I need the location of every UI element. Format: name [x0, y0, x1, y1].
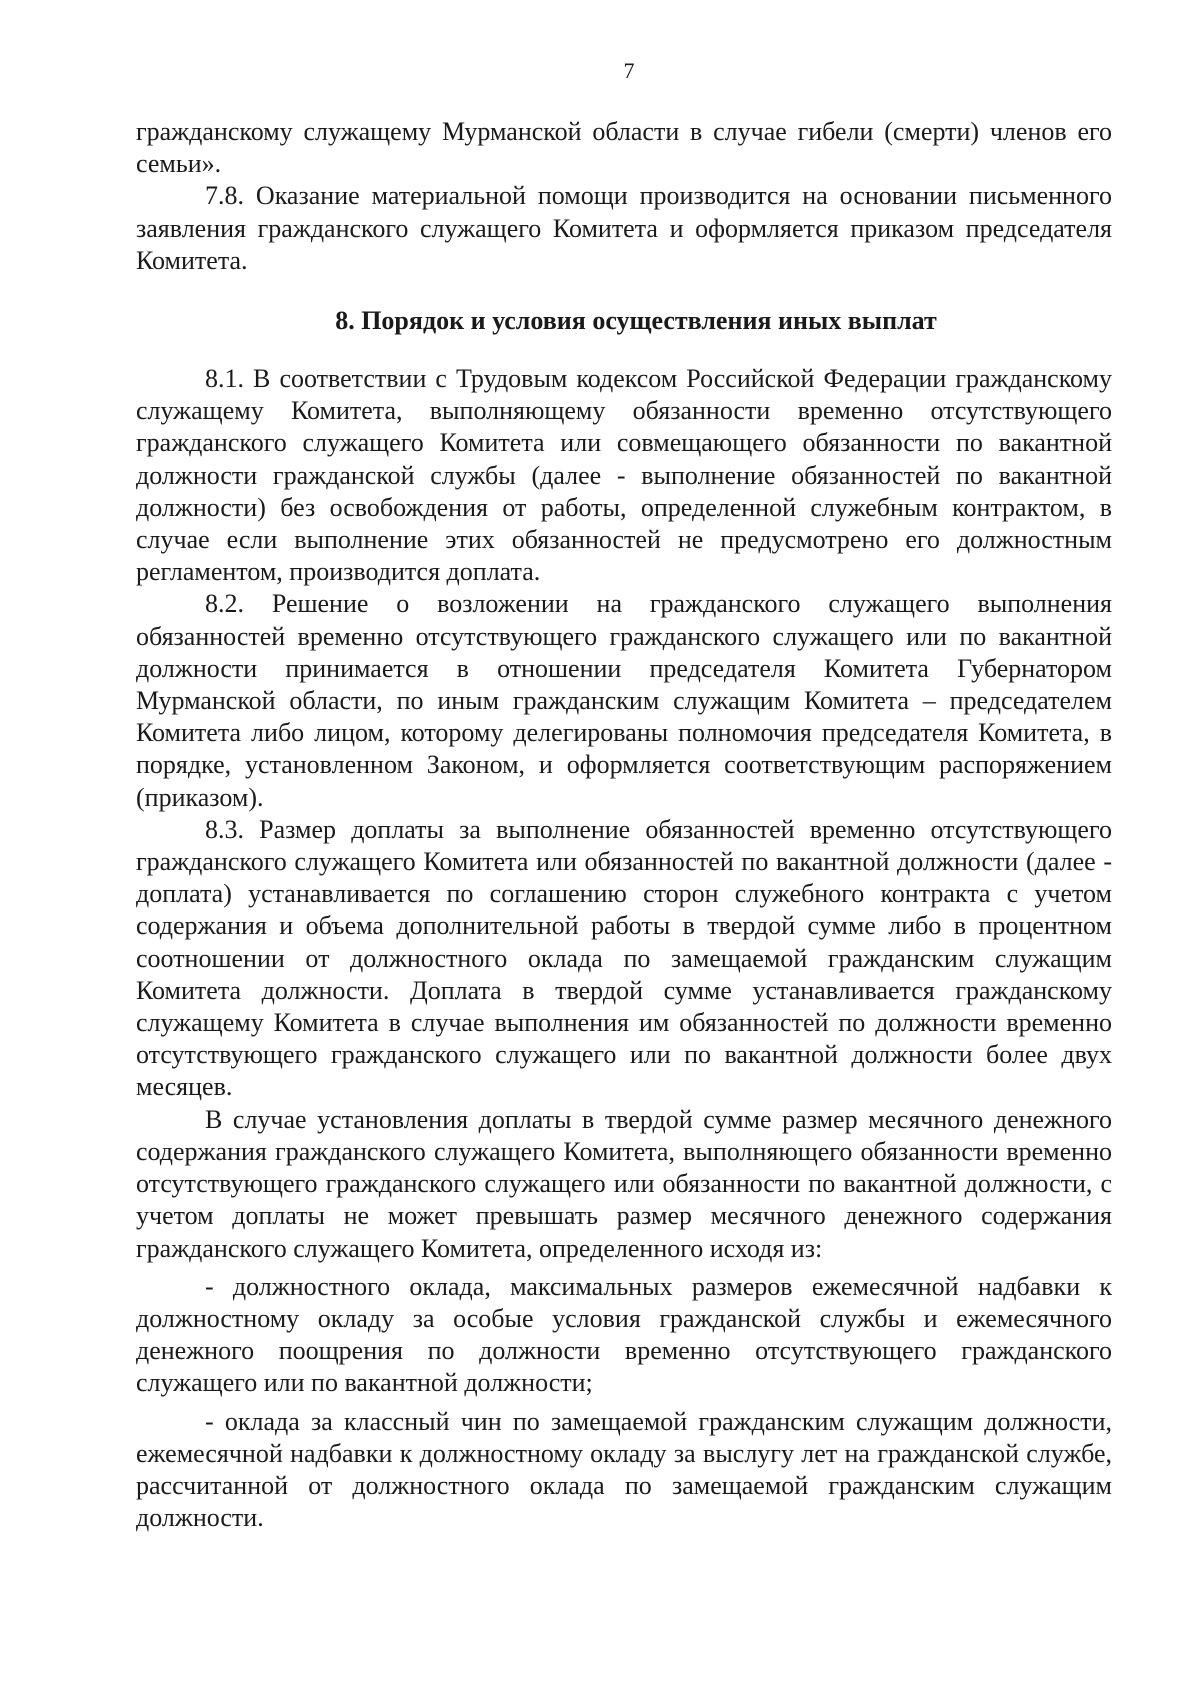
list-item-class-rank: - оклада за классный чин по замещаемой гражданским служащим должности, ежемесячной надбавки к должностному окладу за выслугу лет на гражданской службе, рассчитанной от должностного оклада по замещаемой гражданским служащим должности. [136, 1406, 1112, 1533]
paragraph-8-3: 8.3. Размер доплаты за выполнение обязанностей временно отсутствующего гражданского служащего Комитета или обязанностей по вакантной должности (далее - доплата) устанавливается по соглашению сторон служебного контракта с учетом содержания и объема дополнительной работы в твердой сумме либо в процентном соотношении от должностного оклада по замещаемой гражданским служащим Комитета должности. Доплата в твердой сумме устанавливается гражданскому служащему Комитета в случае выполнения им обязанностей по должности временно отсутствующего гражданского служащего или по вакантной должности более двух месяцев. [136, 814, 1112, 1102]
paragraph-fixed-sum: В случае установления доплаты в твердой сумме размер месячного денежного содержания гражданского служащего Комитета, выполняющего обязанности временно отсутствующего гражданского служащего или обязанности по вакантной должности, с учетом доплаты не может превышать размер месячного денежного содержания гражданского служащего Комитета, определенного исходя из: [136, 1104, 1112, 1263]
paragraph-8-2: 8.2. Решение о возложении на гражданского служащего выполнения обязанностей временно отсутствующего гражданского служащего или по вакантной должности принимается в отношении председателя Комитета Губернатором Мурманской области, по иным гражданским служащим Комитета – председателем Комитета либо лицом, которому делегированы полномочия председателя Комитета, в порядке, установленном Законом, и оформляется соответствующим распоряжением (приказом). [136, 589, 1112, 812]
page-number: 7 [623, 58, 635, 83]
spacer [136, 337, 1112, 363]
section-heading: 8. Порядок и условия осуществления иных выплат [335, 306, 937, 336]
list-item-salary: - должностного оклада, максимальных размеров ежемесячной надбавки к должностному окладу за особые условия гражданской службы и ежемесячного денежного поощрения по должности временно отсутствующего гражданского служащего или по вакантной должности; [136, 1271, 1112, 1398]
paragraph-8-1: 8.1. В соответствии с Трудовым кодексом Российской Федерации гражданскому служащему Комитета, выполняющему обязанности временно отсутствующего гражданского служащего Комитета или совмещающего обязанности по вакантной должности гражданской службы (далее - выполнение обязанностей по вакантной должности) без освобождения от работы, определенной служебным контрактом, в случае если выполнение этих обязанностей не предусмотрено его должностным регламентом, производится доплата. [136, 364, 1112, 587]
spacer [136, 277, 1112, 305]
paragraph-continuation: гражданскому служащему Мурманской области в случае гибели (смерти) членов его семьи». [136, 117, 1112, 179]
paragraph-7-8: 7.8. Оказание материальной помощи производится на основании письменного заявления гражданского служащего Комитета и оформляется приказом председателя Комитета. [136, 181, 1112, 275]
document-body [136, 116, 1112, 1534]
